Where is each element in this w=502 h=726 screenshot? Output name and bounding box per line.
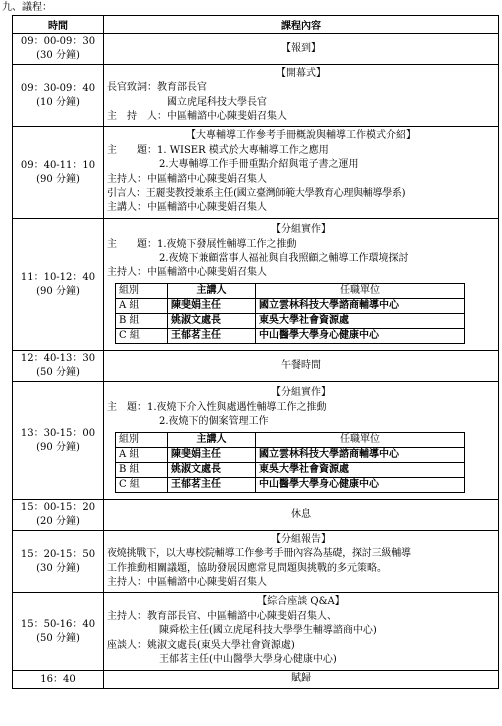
time-range: 09：40-11：10: [20, 159, 96, 171]
group-header-cell: 任職單位: [256, 432, 465, 447]
group-label: C 組: [116, 328, 168, 343]
content-line: 主持人：中區輔諮中心陳斐娟召集人: [107, 173, 267, 185]
group-unit: 中山醫學大學身心健康中心: [256, 328, 465, 343]
agenda-row: [13, 65, 499, 127]
group-unit: 國立雲林科技大學諮商輔導中心: [256, 447, 465, 462]
duration: (30 分鐘): [36, 562, 80, 574]
group-table: [115, 432, 465, 493]
group-row: [116, 298, 465, 313]
content-line: 主 持 人：中區輔諮中心陳斐娟召集人: [107, 110, 287, 122]
agenda-row: [13, 671, 499, 689]
time-range: 13：30-15：00: [20, 427, 96, 439]
content-line: 2.大專輔導工作手冊重點介紹與電子書之運用: [159, 159, 359, 171]
content-line: 夜燒挑戰下，以大專校院輔導工作參考手冊內容為基礎，探討三級輔導: [107, 548, 411, 560]
group-table-header: [116, 283, 465, 298]
content-cell: [104, 65, 499, 127]
content-cell: [104, 671, 499, 689]
time-column-header: 時間: [13, 16, 104, 34]
content-cell: [104, 531, 499, 593]
content-line: 長官致詞：教育部長官: [107, 82, 207, 94]
duration: (90 分鐘): [36, 285, 80, 297]
group-table-header: [116, 432, 465, 447]
group-row: [116, 328, 465, 343]
content-cell: [104, 34, 499, 65]
content-line: 工作推動相關議題，協助發展因應常見問題與挑戰的多元策略。: [107, 562, 387, 574]
group-label: A 組: [116, 298, 168, 313]
content-line: 2.夜燒下的個案管理工作: [159, 416, 269, 428]
time-range: 15：50-16：40: [20, 618, 96, 630]
duration: (20 分鐘): [36, 516, 80, 527]
content-line: 2.夜燒下兼顧當事人福祉與自我照顧之輔導工作環境探討: [159, 253, 409, 264]
duration: (90 分鐘): [36, 441, 80, 453]
duration: (50 分鐘): [36, 632, 80, 644]
duration: (90 分鐘): [36, 173, 80, 185]
session-title: 【分組報告】: [271, 533, 331, 545]
time-range: 11：10-12：40: [20, 271, 96, 283]
group-header-cell: 組別: [116, 283, 168, 298]
group-speaker: 陳斐娟主任: [168, 298, 256, 313]
group-label: B 組: [116, 462, 168, 477]
time-cell: [13, 531, 104, 593]
time-range: 12：40-13：30: [20, 353, 96, 364]
session-title: 午餐時間: [281, 359, 321, 371]
agenda-row: [13, 531, 499, 593]
content-cell: [104, 127, 499, 219]
content-line: 王郁茗主任(中山醫學大學身心健康中心): [159, 654, 337, 666]
agenda-header-row: [13, 16, 499, 34]
content-cell: [104, 500, 499, 531]
content-line: 引言人：王麗斐教授兼系主任(國立臺灣師範大學教育心理與輔導學系): [107, 187, 406, 199]
time-cell: [13, 351, 104, 382]
agenda-row: [13, 351, 499, 382]
group-header-cell: 組別: [116, 432, 168, 447]
time-cell: [13, 34, 104, 65]
content-line: 座談人：姚淑文處長(東吳大學社會資源處): [107, 639, 295, 651]
time-range: 09：00-09：30: [20, 36, 96, 47]
group-table: [115, 283, 465, 344]
content-cell: [104, 382, 499, 500]
group-header-cell: 主講人: [168, 283, 256, 298]
group-speaker: 王郁茗主任: [168, 477, 256, 492]
content-cell: [104, 351, 499, 382]
content-cell: [104, 593, 499, 671]
session-title: 休息: [291, 508, 311, 520]
content-line: 國立虎尾科技大學長官: [167, 96, 267, 108]
group-row: [116, 462, 465, 477]
group-row: [116, 447, 465, 462]
agenda-row: [13, 382, 499, 500]
content-line: 主 題：1.夜燒下發展性輔導工作之推動: [107, 238, 297, 250]
content-line: 主持人：教育部長官、中區輔諮中心陳斐娟召集人、: [107, 610, 337, 622]
session-title: 賦歸: [291, 673, 311, 685]
time-range: 15：00-15：20: [20, 502, 96, 513]
time-cell: [13, 382, 104, 500]
agenda-row: [13, 219, 499, 351]
content-line: 主講人：中區輔諮中心陳斐娟召集人: [107, 202, 267, 214]
duration: (50 分鐘): [36, 367, 80, 378]
agenda-row: [13, 500, 499, 531]
content-line: 主持人：中區輔諮中心陳斐娟召集人: [107, 576, 267, 588]
group-header-cell: 主講人: [168, 432, 256, 447]
time-range: 09：30-09：40: [20, 82, 96, 94]
group-label: C 組: [116, 477, 168, 492]
group-speaker: 陳斐娟主任: [168, 447, 256, 462]
session-title: 【開幕式】: [276, 67, 326, 79]
section-heading: 九、議程：: [2, 2, 52, 13]
time-cell: [13, 593, 104, 671]
group-header-cell: 任職單位: [256, 283, 465, 298]
agenda-row: [13, 127, 499, 219]
time-cell: [13, 65, 104, 127]
agenda-table: [12, 15, 499, 689]
group-unit: 國立雲林科技大學諮商輔導中心: [256, 298, 465, 313]
group-label: B 組: [116, 313, 168, 328]
group-speaker: 姚淑文處長: [168, 462, 256, 477]
session-title: 【分組實作】: [271, 224, 331, 236]
group-row: [116, 313, 465, 328]
time-range: 15：20-15：50: [20, 548, 96, 560]
group-speaker: 王郁茗主任: [168, 328, 256, 343]
time-range: 16：40: [40, 673, 76, 685]
content-line: 主 題：1. WISER 模式於大專輔導工作之應用: [107, 144, 329, 156]
group-unit: 東吳大學社會資源處: [256, 313, 465, 328]
time-cell: [13, 127, 104, 219]
group-label: A 組: [116, 447, 168, 462]
content-line: 陳舜松主任(國立虎尾科技大學學生輔導諮商中心): [159, 625, 377, 637]
time-cell: [13, 671, 104, 689]
duration: (30 分鐘): [36, 50, 80, 61]
group-unit: 東吳大學社會資源處: [256, 462, 465, 477]
agenda-row: [13, 593, 499, 671]
time-cell: [13, 219, 104, 351]
content-line: 主持人：中區輔諮中心陳斐娟召集人: [107, 267, 267, 279]
group-speaker: 姚淑文處長: [168, 313, 256, 328]
session-title: 【大專輔導工作參考手冊概說與輔導工作模式介紹】: [186, 130, 416, 142]
group-row: [116, 477, 465, 492]
agenda-row: [13, 34, 499, 65]
content-column-header: 課程內容: [104, 16, 499, 34]
session-title: 【分組實作】: [271, 387, 331, 399]
duration: (10 分鐘): [36, 96, 80, 108]
session-title: 【綜合座談 Q&A】: [257, 596, 345, 608]
time-cell: [13, 500, 104, 531]
session-title: 【報到】: [281, 42, 321, 54]
group-unit: 中山醫學大學身心健康中心: [256, 477, 465, 492]
content-cell: [104, 219, 499, 351]
content-line: 主 題：1.夜燒下介入性與處遇性輔導工作之推動: [107, 401, 327, 413]
